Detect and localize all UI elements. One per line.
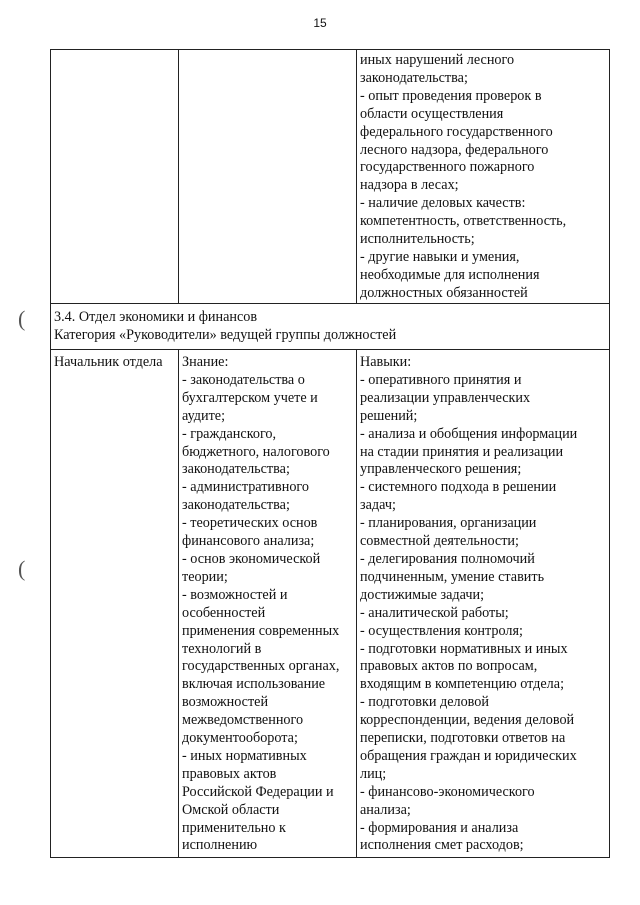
text-line: правовых актов — [182, 765, 277, 782]
text-line: лесного надзора, федерального — [360, 141, 549, 158]
text-line: решений; — [360, 407, 418, 424]
text-line: - административного — [182, 479, 309, 496]
text-line: применительно к — [182, 819, 286, 836]
page-number: 15 — [313, 16, 327, 30]
text-line: аудите; — [182, 407, 226, 424]
text-line: - планирования, организации — [360, 515, 537, 532]
text-line: иных нарушений лесного — [360, 52, 515, 68]
text-line: компетентность, ответственность, — [360, 213, 567, 230]
requirements-table — [50, 49, 610, 858]
text-line: - осуществления контроля; — [360, 622, 523, 639]
text-line: теории; — [182, 568, 228, 585]
text-line: - другие навыки и умения, — [360, 248, 520, 265]
text-line: исполнительность; — [360, 231, 475, 248]
text-line: переписки, подготовки ответов на — [360, 730, 566, 747]
text-line: достижимые задачи; — [360, 586, 485, 603]
text-line: включая использование — [182, 676, 326, 693]
text-line: возможностей — [182, 694, 269, 711]
table-row — [51, 350, 610, 858]
text-line: Навыки: — [360, 354, 412, 370]
text-line: лиц; — [360, 765, 387, 782]
text-line: - опыт проведения проверок в — [360, 87, 542, 104]
position-title: Начальник отдела — [54, 354, 163, 370]
text-line: управленческого решения; — [360, 461, 522, 478]
text-line: необходимые для исполнения — [360, 266, 540, 283]
text-line: - аналитической работы; — [360, 604, 509, 621]
text-line: технологий в — [182, 640, 262, 657]
binding-mark: ( — [18, 556, 26, 581]
table-cell — [179, 350, 357, 858]
binding-mark: ( — [18, 306, 26, 331]
text-line: - гражданского, — [182, 425, 277, 442]
text-line: - системного подхода в решении — [360, 479, 557, 496]
text-line: - законодательства о — [182, 371, 305, 388]
text-line: должностных обязанностей — [360, 284, 528, 301]
text-line: Знание: — [182, 354, 229, 370]
text-line: правовых актов по вопросам, — [360, 658, 538, 675]
table-cell — [179, 50, 357, 304]
text-line: на стадии принятия и реализации — [360, 443, 564, 460]
text-line: межведомственного — [182, 712, 304, 729]
text-line: корреспонденции, ведения деловой — [360, 712, 575, 729]
text-line: федерального государственного — [360, 123, 553, 140]
text-line: финансового анализа; — [182, 533, 315, 550]
text-line: применения современных — [182, 622, 340, 639]
table-cell — [51, 350, 179, 858]
text-line: Омской области — [182, 801, 280, 818]
text-line: особенностей — [182, 604, 266, 621]
text-line: - наличие деловых качеств: — [360, 195, 526, 212]
text-line: анализа; — [360, 801, 411, 818]
text-line: - основ экономической — [182, 550, 321, 567]
text-line: - подготовки деловой — [360, 694, 489, 711]
requirements-list — [360, 52, 606, 303]
text-line: обращения граждан и юридических — [360, 747, 577, 764]
text-line: Российской Федерации и — [182, 783, 334, 800]
text-line: совместной деятельности; — [360, 533, 519, 550]
text-line: - иных нормативных — [182, 747, 307, 764]
text-line: - возможностей и — [182, 586, 288, 603]
text-line: бухгалтерском учете и — [182, 389, 318, 406]
text-line: - подготовки нормативных и иных — [360, 640, 568, 657]
text-line: государственных органах, — [182, 658, 340, 675]
text-line: законодательства; — [360, 69, 468, 86]
text-line: документооборота; — [182, 730, 298, 747]
text-line: области осуществления — [360, 105, 504, 122]
text-line: законодательства; — [182, 497, 290, 514]
text-line: исполнению — [182, 837, 258, 854]
text-line: - теоретических основ — [182, 515, 318, 532]
skills-list — [360, 354, 606, 855]
table-cell — [51, 50, 179, 304]
text-line: входящим в компетенцию отдела; — [360, 676, 565, 693]
text-line: - формирования и анализа — [360, 819, 519, 836]
text-line: надзора в лесах; — [360, 177, 459, 194]
text-line: - финансово-экономического — [360, 783, 535, 800]
text-line: - анализа и обобщения информации — [360, 425, 578, 442]
knowledge-list — [182, 354, 353, 855]
table-row — [51, 50, 610, 304]
section-category: Категория «Руководители» ведущей группы должностей — [54, 326, 397, 343]
text-line: бюджетного, налогового — [182, 443, 330, 460]
text-line: - оперативного принятия и — [360, 371, 522, 388]
text-line: реализации управленческих — [360, 389, 531, 406]
text-line: - делегирования полномочий — [360, 550, 535, 567]
text-line: задач; — [360, 497, 396, 514]
text-line: законодательства; — [182, 461, 290, 478]
text-line: подчиненным, умение ставить — [360, 568, 545, 585]
table-cell — [357, 350, 610, 858]
section-row — [51, 304, 610, 350]
table-cell — [51, 304, 610, 350]
section-title: 3.4. Отдел экономики и финансов — [54, 309, 258, 325]
table-cell — [357, 50, 610, 304]
text-line: исполнения смет расходов; — [360, 837, 524, 854]
text-line: государственного пожарного — [360, 159, 535, 176]
